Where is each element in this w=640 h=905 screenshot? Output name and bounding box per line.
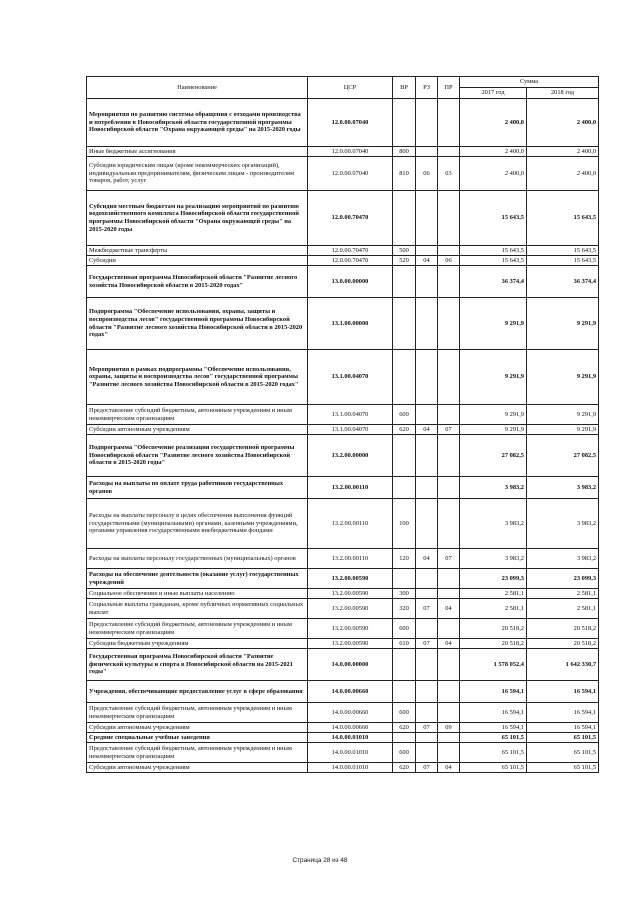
- row-sum-2018: 3 983,2: [527, 477, 599, 499]
- table-header: [87, 77, 599, 99]
- row-pr: 04: [438, 763, 460, 773]
- row-vr: 620: [393, 723, 416, 733]
- row-csr: 13.1.00.04070: [308, 405, 393, 425]
- row-sum-2018: 65 101,5: [527, 743, 599, 763]
- row-sum-2017: 3 983,2: [460, 499, 527, 549]
- row-rz: [416, 298, 438, 350]
- row-name: Предоставление субсидий бюджетным, автономным учреждениям и иным некоммерческим организациям: [87, 743, 308, 763]
- row-csr: 13.2.00.00000: [308, 435, 393, 477]
- row-vr: 600: [393, 703, 416, 723]
- table-row: [87, 477, 599, 499]
- row-csr: 13.2.00.00110: [308, 477, 393, 499]
- row-name: Государственная программа Новосибирской области "Развитие физической культуры и спорта в Новосибирской области на 2015-2021 годы": [87, 649, 308, 681]
- row-sum-2017: 36 374,4: [460, 266, 527, 298]
- row-name: Субсидии юридическим лицам (кроме некоммерческих организаций), индивидуальным предпринимателям, физическим лицам - производителям товаров, работ, услуг: [87, 157, 308, 191]
- row-sum-2017: 15 643,5: [460, 256, 527, 266]
- table-row: [87, 256, 599, 266]
- row-sum-2017: 15 643,5: [460, 246, 527, 256]
- row-rz: 07: [416, 723, 438, 733]
- table-row: [87, 435, 599, 477]
- row-name: Социальные выплаты гражданам, кроме публичных нормативных социальных выплат: [87, 599, 308, 619]
- row-csr: 13.2.00.00590: [308, 639, 393, 649]
- row-sum-2017: 1 578 052,4: [460, 649, 527, 681]
- row-pr: [438, 589, 460, 599]
- row-name: Предоставление субсидий бюджетным, автономным учреждениям и иным некоммерческим организациям: [87, 405, 308, 425]
- row-pr: 09: [438, 723, 460, 733]
- row-name: Расходы на выплаты по оплате труда работников государственных органов: [87, 477, 308, 499]
- row-csr: 13.2.00.00590: [308, 619, 393, 639]
- row-rz: [416, 499, 438, 549]
- row-pr: [438, 649, 460, 681]
- table-row: [87, 157, 599, 191]
- row-csr: 14.0.00.01010: [308, 733, 393, 743]
- row-name: Субсидия местным бюджетам на реализацию мероприятий по развитию водохозяйственного комплекса Новосибирской области государственной программы Новосибирской области "Охрана окружающей среды" на 2015-2020 годы: [87, 191, 308, 246]
- row-csr: 12.0.00.07040: [308, 99, 393, 147]
- table-row: [87, 298, 599, 350]
- table-row: [87, 549, 599, 569]
- row-sum-2017: 65 101,5: [460, 763, 527, 773]
- row-sum-2017: 65 101,5: [460, 733, 527, 743]
- row-sum-2018: 2 400,0: [527, 157, 599, 191]
- table-row: [87, 191, 599, 246]
- row-rz: [416, 649, 438, 681]
- header-csr: ЦСР: [308, 77, 393, 99]
- row-name: Субсидии автономным учреждениям: [87, 723, 308, 733]
- table-row: [87, 569, 599, 589]
- row-sum-2017: 3 983,2: [460, 477, 527, 499]
- row-rz: [416, 733, 438, 743]
- row-pr: [438, 619, 460, 639]
- row-sum-2018: 20 518,2: [527, 639, 599, 649]
- row-name: Межбюджетные трансферты: [87, 246, 308, 256]
- row-pr: [438, 499, 460, 549]
- row-csr: 12.0.00.70470: [308, 246, 393, 256]
- row-vr: 600: [393, 619, 416, 639]
- row-csr: 14.0.00.00660: [308, 703, 393, 723]
- row-rz: [416, 435, 438, 477]
- row-rz: 07: [416, 639, 438, 649]
- row-sum-2018: 2 581,1: [527, 599, 599, 619]
- table-row: [87, 147, 599, 157]
- row-sum-2017: 2 581,1: [460, 589, 527, 599]
- row-rz: 04: [416, 425, 438, 435]
- row-name: Мероприятия в рамках подпрограммы "Обеспечение использования, охраны, защиты и воспроизводства лесов" государственной программы "Развитие лесного хозяйства Новосибирской области в 2015-2020 годах": [87, 350, 308, 405]
- row-rz: [416, 191, 438, 246]
- row-sum-2018: 36 374,4: [527, 266, 599, 298]
- row-vr: 520: [393, 256, 416, 266]
- row-pr: [438, 191, 460, 246]
- row-rz: [416, 589, 438, 599]
- row-sum-2018: 2 400,0: [527, 147, 599, 157]
- row-vr: [393, 681, 416, 703]
- header-sum: Сумма: [460, 77, 599, 88]
- row-name: Подпрограмма "Обеспечение реализации государственной программы Новосибирской области "Развитие лесного хозяйства Новосибирской области в 2015-2020 годы": [87, 435, 308, 477]
- table-row: [87, 639, 599, 649]
- row-csr: 13.1.00.04070: [308, 350, 393, 405]
- row-pr: 06: [438, 256, 460, 266]
- row-vr: 600: [393, 743, 416, 763]
- row-csr: 13.2.00.00110: [308, 549, 393, 569]
- row-sum-2018: 65 101,5: [527, 733, 599, 743]
- row-name: Учреждения, обеспечивающие предоставление услуг в сфере образования: [87, 681, 308, 703]
- table-row: [87, 266, 599, 298]
- row-csr: 13.2.00.00590: [308, 569, 393, 589]
- row-vr: 100: [393, 499, 416, 549]
- row-sum-2018: 65 101,5: [527, 763, 599, 773]
- row-vr: [393, 435, 416, 477]
- row-rz: [416, 147, 438, 157]
- row-vr: 800: [393, 147, 416, 157]
- row-rz: 04: [416, 549, 438, 569]
- row-name: Субсидии автономным учреждениям: [87, 425, 308, 435]
- row-name: Предоставление субсидий бюджетным, автономным учреждениям и иным некоммерческим организациям: [87, 619, 308, 639]
- row-csr: 14.0.00.01010: [308, 763, 393, 773]
- table-row: [87, 599, 599, 619]
- row-name: Социальное обеспечение и иные выплаты населению: [87, 589, 308, 599]
- table-row: [87, 681, 599, 703]
- row-sum-2017: 9 291,9: [460, 298, 527, 350]
- row-vr: [393, 477, 416, 499]
- row-sum-2018: 2 400,0: [527, 99, 599, 147]
- row-pr: [438, 435, 460, 477]
- row-pr: 03: [438, 157, 460, 191]
- row-csr: 13.1.00.00000: [308, 298, 393, 350]
- row-rz: 04: [416, 256, 438, 266]
- row-sum-2018: 15 643,5: [527, 246, 599, 256]
- row-sum-2017: 20 518,2: [460, 639, 527, 649]
- row-pr: [438, 99, 460, 147]
- row-pr: [438, 246, 460, 256]
- row-vr: 500: [393, 246, 416, 256]
- row-name: Подпрограмма "Обеспечение использования, охраны, защиты и воспроизводства лесов" государственной программы Новосибирской области "Развитие лесного хозяйства Новосибирской области в 2015-2020 годах": [87, 298, 308, 350]
- row-sum-2018: 16 594,1: [527, 681, 599, 703]
- row-pr: 04: [438, 599, 460, 619]
- row-csr: 13.0.00.00000: [308, 266, 393, 298]
- table-row: [87, 743, 599, 763]
- row-sum-2017: 16 594,1: [460, 723, 527, 733]
- row-sum-2017: 65 101,5: [460, 743, 527, 763]
- table-row: [87, 703, 599, 723]
- table-row: [87, 763, 599, 773]
- row-sum-2017: 3 983,2: [460, 549, 527, 569]
- row-rz: [416, 246, 438, 256]
- table-row: [87, 619, 599, 639]
- row-sum-2018: 9 291,9: [527, 405, 599, 425]
- row-pr: 07: [438, 549, 460, 569]
- row-vr: [393, 649, 416, 681]
- row-csr: 14.0.00.00000: [308, 649, 393, 681]
- table-row: [87, 405, 599, 425]
- row-pr: 04: [438, 639, 460, 649]
- row-sum-2018: 3 983,2: [527, 549, 599, 569]
- row-name: Государственная программа Новосибирской области "Развитие лесного хозяйства Новосибирской области в 2015-2020 годах": [87, 266, 308, 298]
- row-rz: [416, 266, 438, 298]
- row-sum-2017: 15 643,5: [460, 191, 527, 246]
- table-row: [87, 246, 599, 256]
- row-name: Расходы на обеспечение деятельности (оказание услуг) государственных учреждений: [87, 569, 308, 589]
- row-rz: 07: [416, 599, 438, 619]
- row-vr: 620: [393, 763, 416, 773]
- header-rz: РЗ: [416, 77, 438, 99]
- row-csr: 13.2.00.00590: [308, 589, 393, 599]
- row-sum-2017: 2 400,0: [460, 99, 527, 147]
- table-row: [87, 733, 599, 743]
- row-vr: 120: [393, 549, 416, 569]
- row-vr: 610: [393, 639, 416, 649]
- row-vr: [393, 350, 416, 405]
- row-csr: 14.0.00.00660: [308, 723, 393, 733]
- row-pr: [438, 477, 460, 499]
- row-sum-2017: 16 594,1: [460, 681, 527, 703]
- row-vr: [393, 298, 416, 350]
- row-csr: 13.1.00.04070: [308, 425, 393, 435]
- table-row: [87, 425, 599, 435]
- row-name: Иные бюджетные ассигнования: [87, 147, 308, 157]
- row-sum-2017: 9 291,9: [460, 405, 527, 425]
- row-name: Средние специальные учебные заведения: [87, 733, 308, 743]
- row-name: Субсидии автономным учреждениям: [87, 763, 308, 773]
- row-pr: [438, 703, 460, 723]
- row-rz: [416, 703, 438, 723]
- table-row: [87, 723, 599, 733]
- header-vr: ВР: [393, 77, 416, 99]
- row-csr: 12.0.00.70470: [308, 191, 393, 246]
- row-vr: [393, 191, 416, 246]
- row-vr: [393, 733, 416, 743]
- row-sum-2018: 27 082,5: [527, 435, 599, 477]
- row-sum-2017: 2 581,1: [460, 599, 527, 619]
- header-pr: ПР: [438, 77, 460, 99]
- row-pr: [438, 569, 460, 589]
- row-vr: [393, 569, 416, 589]
- table-row: [87, 350, 599, 405]
- row-pr: [438, 743, 460, 763]
- row-vr: 300: [393, 589, 416, 599]
- row-csr: 14.0.00.01010: [308, 743, 393, 763]
- row-vr: [393, 266, 416, 298]
- row-sum-2017: 23 099,3: [460, 569, 527, 589]
- table-body: [87, 99, 599, 773]
- row-sum-2018: 9 291,9: [527, 298, 599, 350]
- row-pr: [438, 266, 460, 298]
- row-csr: 12.0.00.70470: [308, 256, 393, 266]
- row-sum-2017: 9 291,9: [460, 425, 527, 435]
- row-rz: [416, 619, 438, 639]
- row-vr: 620: [393, 425, 416, 435]
- row-vr: 810: [393, 157, 416, 191]
- row-sum-2017: 20 518,2: [460, 619, 527, 639]
- row-name: Субсидии бюджетным учреждениям: [87, 639, 308, 649]
- row-sum-2018: 20 518,2: [527, 619, 599, 639]
- row-rz: [416, 569, 438, 589]
- row-pr: [438, 733, 460, 743]
- row-sum-2017: 16 594,1: [460, 703, 527, 723]
- row-rz: [416, 681, 438, 703]
- row-pr: [438, 681, 460, 703]
- row-sum-2017: 2 400,0: [460, 157, 527, 191]
- row-pr: [438, 350, 460, 405]
- row-vr: 600: [393, 405, 416, 425]
- row-sum-2018: 3 983,2: [527, 499, 599, 549]
- row-rz: 06: [416, 157, 438, 191]
- row-pr: [438, 405, 460, 425]
- row-sum-2017: 27 082,5: [460, 435, 527, 477]
- row-pr: [438, 298, 460, 350]
- row-name: Расходы на выплаты персоналу в целях обеспечения выполнения функций государственными (муниципальными) органами, казенными учреждениями, органами управления государственными внебюджетными фондами: [87, 499, 308, 549]
- row-rz: [416, 405, 438, 425]
- row-pr: 07: [438, 425, 460, 435]
- header-name: Наименование: [87, 77, 308, 99]
- budget-page: [86, 76, 598, 773]
- row-rz: [416, 99, 438, 147]
- row-name: Субсидии: [87, 256, 308, 266]
- row-rz: [416, 743, 438, 763]
- row-name: Мероприятия по развитию системы обращения с отходами производства и потребления в Новосибирской области государственной программы Новосибирской области "Охрана окружающей среды" на 2015-2020 годы: [87, 99, 308, 147]
- row-sum-2017: 9 291,9: [460, 350, 527, 405]
- row-rz: 07: [416, 763, 438, 773]
- row-sum-2018: 2 581,1: [527, 589, 599, 599]
- header-year-2018: 2018 год: [527, 88, 599, 99]
- row-sum-2018: 23 099,3: [527, 569, 599, 589]
- row-sum-2018: 16 594,1: [527, 703, 599, 723]
- row-name: Предоставление субсидий бюджетным, автономным учреждениям и иным некоммерческим организациям: [87, 703, 308, 723]
- table-row: [87, 499, 599, 549]
- row-csr: 12.0.00.07040: [308, 157, 393, 191]
- row-csr: 13.2.00.00110: [308, 499, 393, 549]
- row-csr: 13.2.00.00590: [308, 599, 393, 619]
- row-sum-2018: 15 643,5: [527, 256, 599, 266]
- table-row: [87, 649, 599, 681]
- row-sum-2017: 2 400,0: [460, 147, 527, 157]
- budget-table: [86, 76, 599, 773]
- row-pr: [438, 147, 460, 157]
- row-vr: [393, 99, 416, 147]
- table-row: [87, 589, 599, 599]
- table-row: [87, 99, 599, 147]
- row-sum-2018: 1 642 330,7: [527, 649, 599, 681]
- row-vr: 320: [393, 599, 416, 619]
- row-sum-2018: 9 291,9: [527, 425, 599, 435]
- header-year-2017: 2017 год: [460, 88, 527, 99]
- row-csr: 14.0.00.00660: [308, 681, 393, 703]
- row-sum-2018: 15 643,5: [527, 191, 599, 246]
- page-footer: Страница 28 из 48: [292, 857, 348, 864]
- row-name: Расходы на выплаты персоналу государственных (муниципальных) органов: [87, 549, 308, 569]
- row-csr: 12.0.00.07040: [308, 147, 393, 157]
- row-sum-2018: 16 594,1: [527, 723, 599, 733]
- row-rz: [416, 350, 438, 405]
- row-sum-2018: 9 291,9: [527, 350, 599, 405]
- row-rz: [416, 477, 438, 499]
